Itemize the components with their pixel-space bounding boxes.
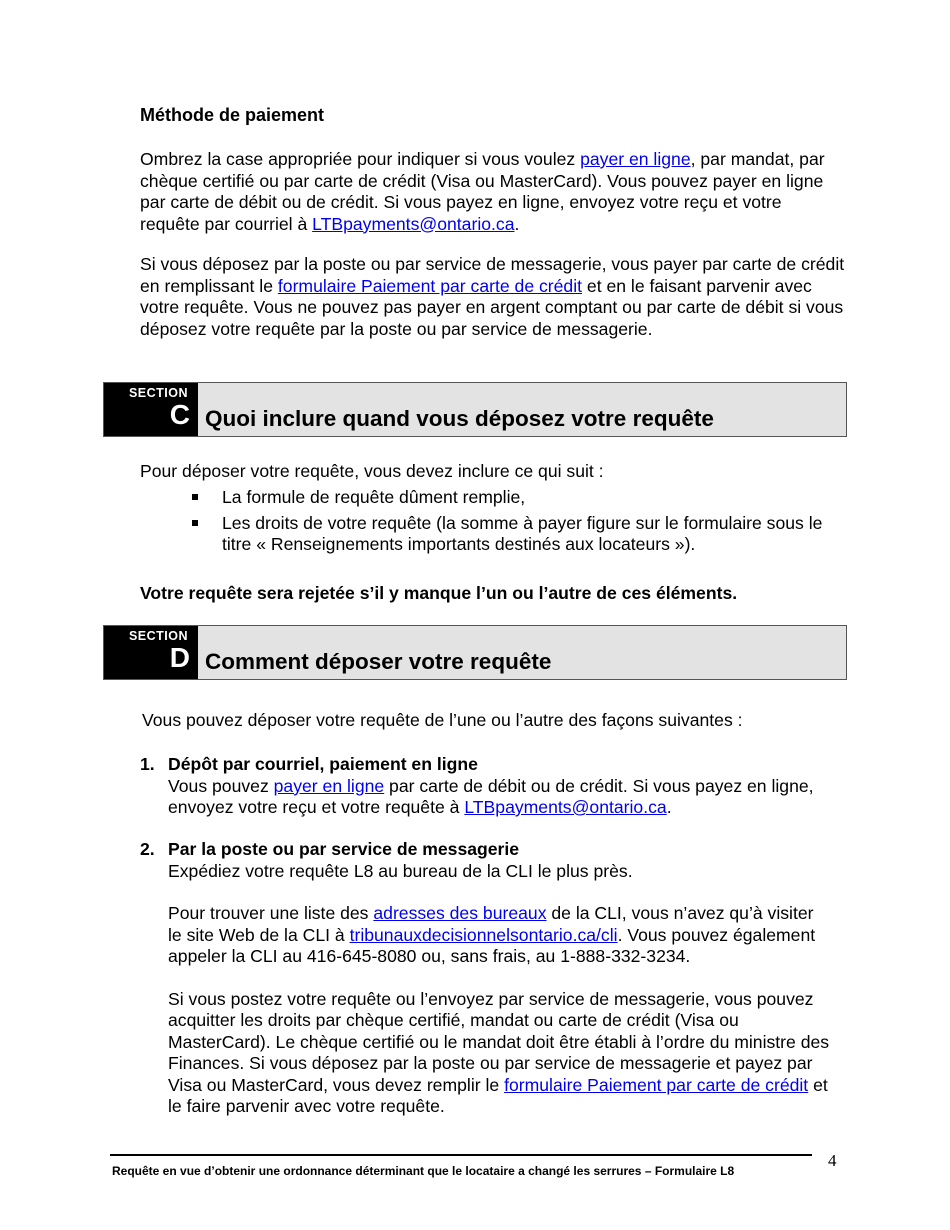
pay-online-link[interactable]: payer en ligne [580, 149, 691, 169]
list-item-text: Les droits de votre requête (la somme à payer figure sur le formulaire sous le titre « Renseignements importants destinés aux locateurs »). [222, 512, 823, 554]
text: de la CLI, vous n’avez qu’à visiter le site Web de la CLI à [168, 903, 814, 945]
step-number: 1. [140, 754, 155, 774]
section-c-intro: Pour déposer votre requête, vous devez inclure ce qui suit : [140, 461, 604, 481]
text: Si vous déposez par la poste ou par service de messagerie, vous payer par carte de crédit en remplissant le [140, 254, 845, 296]
pay-online-link[interactable]: payer en ligne [273, 775, 385, 796]
section-d-header [103, 625, 847, 680]
bullet-square-icon [192, 520, 198, 526]
list-item [190, 487, 850, 509]
bullet-square-icon [192, 494, 198, 500]
step-1-title: Dépôt par courriel, paiement en ligne [168, 754, 478, 774]
rejection-warning: Votre requête sera rejetée s’il y manque l’un ou l’autre de ces éléments. [140, 583, 738, 603]
text: Si vous postez votre requête ou l’envoyez par service de messagerie, vous pouvez acquitter les droits par chèque certifié, mandat ou carte de crédit (Visa ou MasterCard). Le chèque certifié ou le mandat doit être établi à l’ordre du ministre des Finances. Si vous déposez par la poste ou par service de messagerie et payez par Visa ou MasterCard, vous devez remplir le [168, 988, 830, 1095]
step-2-payment-paragraph [168, 989, 830, 1118]
step-2-offices-paragraph [168, 903, 830, 968]
text: , par mandat, par chèque certifié ou par carte de crédit (Visa ou MasterCard). Vous pouvez payer en ligne par carte de débit ou de crédit. Si vous payez en ligne, envoyez votre reçu et votre requête par courriel à [140, 149, 825, 234]
section-c-title: Quoi inclure quand vous déposez votre requête [205, 406, 714, 431]
section-c-label [104, 383, 198, 436]
list-item [190, 513, 850, 556]
ltb-payments-email-link[interactable]: LTBpayments@ontario.ca [312, 213, 515, 234]
section-letter: D [169, 642, 190, 673]
section-d-label [104, 626, 198, 679]
footer-divider [110, 1154, 812, 1156]
section-word: SECTION [128, 386, 188, 400]
ltb-payments-email-link[interactable]: LTBpayments@ontario.ca [464, 797, 667, 817]
section-d-title: Comment déposer votre requête [205, 649, 552, 674]
step-2 [140, 839, 830, 1118]
footer-title: Requête en vue d’obtenir une ordonnance déterminant que le locataire a changé les serrures – Formulaire L8 [112, 1164, 735, 1178]
section-letter: C [169, 399, 190, 430]
credit-card-form-link[interactable]: formulaire Paiement par carte de crédit [277, 275, 583, 296]
method-paragraph-2 [140, 254, 845, 340]
step-2-title: Par la poste ou par service de messagerie [168, 839, 520, 859]
step-2-line: Expédiez votre requête L8 au bureau de la CLI le plus près. [168, 860, 633, 881]
text: . [666, 797, 672, 817]
text: par carte de débit ou de crédit. Si vous payez en ligne, envoyez votre reçu et votre requête à [168, 775, 814, 817]
list-item-text: La formule de requête dûment remplie, [222, 487, 526, 507]
text: Ombrez la case appropriée pour indiquer si vous voulez [140, 149, 581, 169]
text: . [514, 213, 520, 234]
section-d-intro: Vous pouvez déposer votre requête de l’une ou l’autre des façons suivantes : [142, 710, 743, 730]
text: . Vous pouvez également appeler la CLI au 416-645-8080 ou, sans frais, au 1-888-332-3234. [168, 924, 816, 966]
method-heading: Méthode de paiement [140, 105, 325, 125]
office-addresses-link[interactable]: adresses des bureaux [373, 903, 547, 923]
step-1 [140, 754, 830, 819]
cli-website-link[interactable]: tribunauxdecisionnelsontario.ca/cli [349, 924, 618, 945]
step-number: 2. [140, 839, 155, 859]
step-1-text [168, 776, 830, 819]
text: Vous pouvez [168, 775, 274, 796]
section-c-header [103, 382, 847, 437]
text: et en le faisant parvenir avec votre requête. Vous ne pouvez pas payer en argent comptant ou par carte de débit si vous déposez votre requête par la poste ou par service de messagerie. [140, 275, 844, 339]
requirements-list [190, 487, 850, 560]
section-word: SECTION [128, 629, 188, 643]
credit-card-form-link[interactable]: formulaire Paiement par carte de crédit [504, 1074, 809, 1095]
text: et le faire parvenir avec votre requête. [168, 1074, 828, 1116]
method-paragraph-1 [140, 149, 840, 235]
page-number: 4 [828, 1151, 837, 1170]
text: Pour trouver une liste des [168, 903, 374, 923]
